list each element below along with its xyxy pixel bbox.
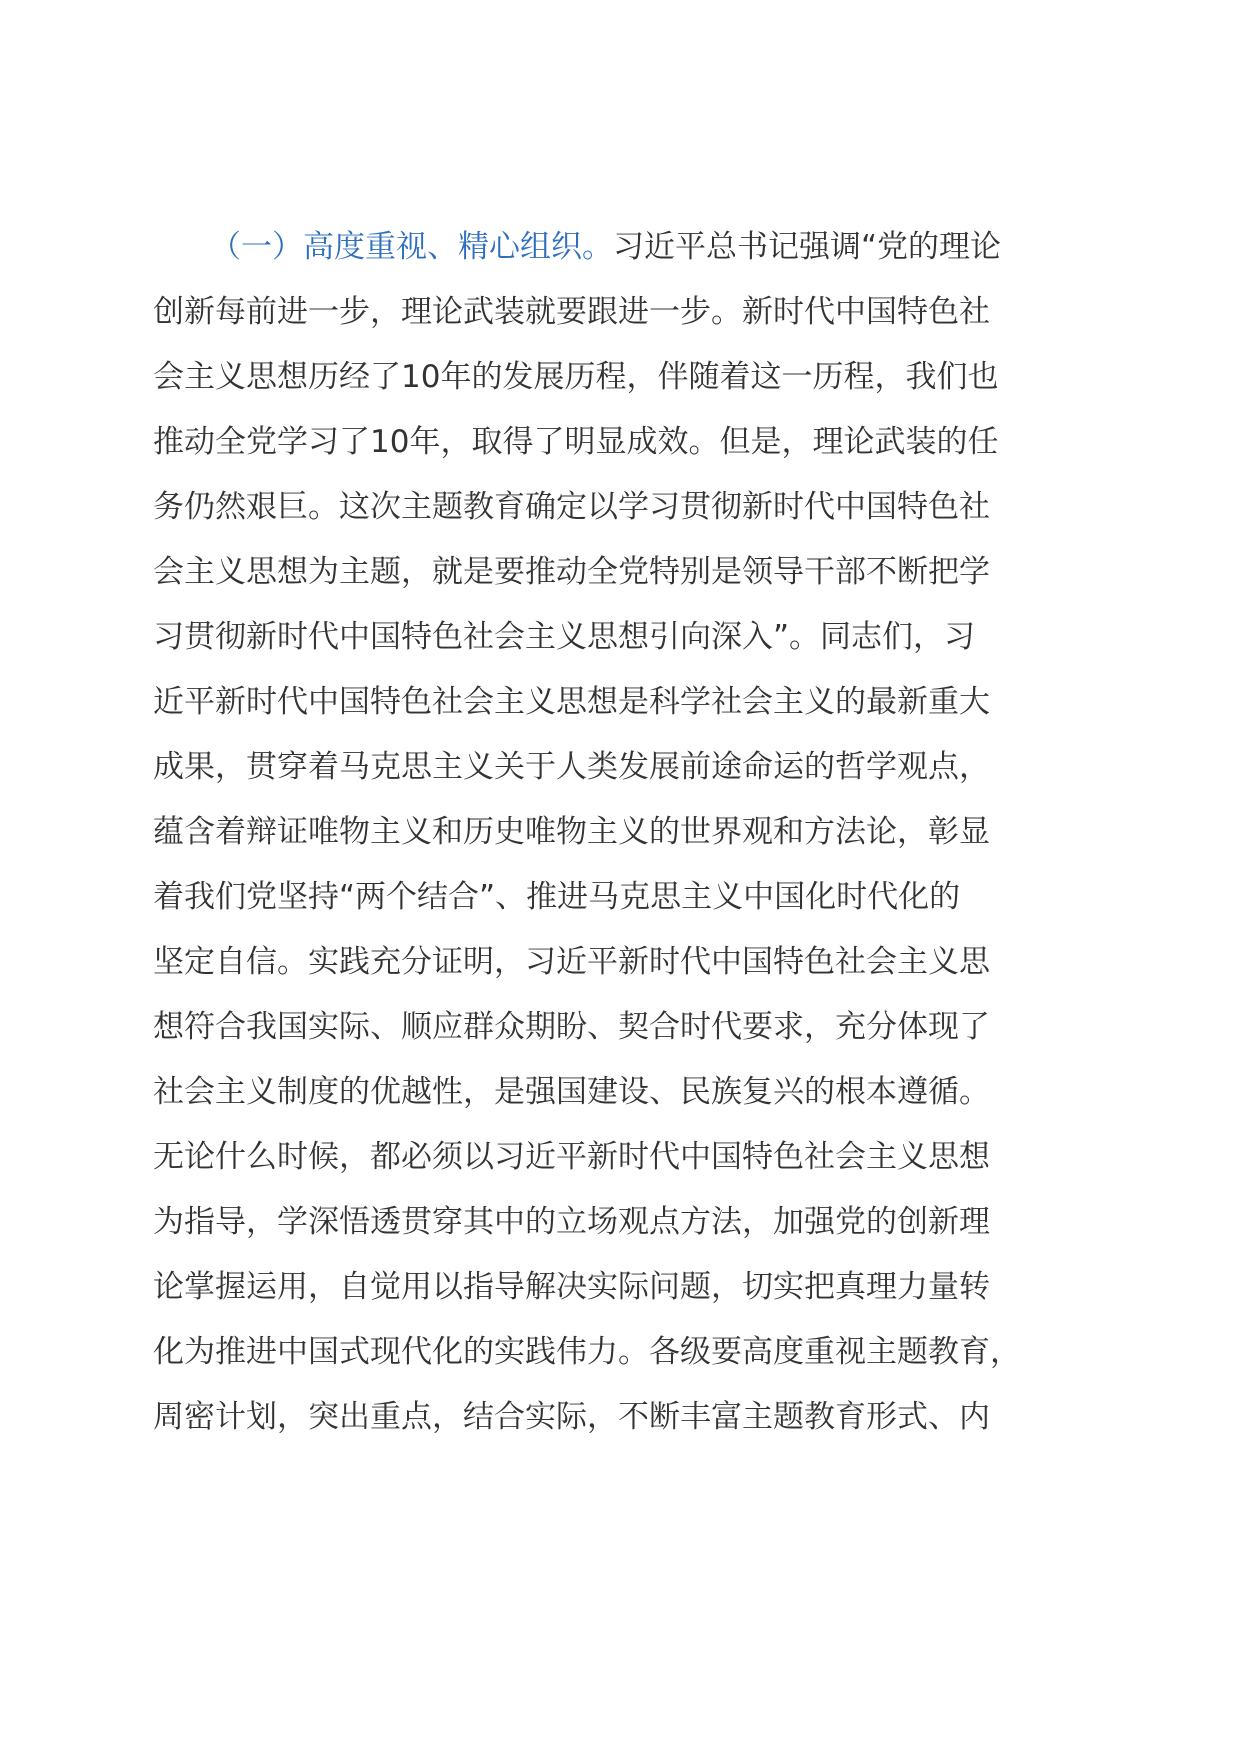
paragraph-line: 社会主义制度的优越性，是强国建设、民族复兴的根本遵循。	[153, 1074, 990, 1110]
paragraph-line: 无论什么时候，都必须以习近平新时代中国特色社会主义思想	[153, 1139, 990, 1175]
paragraph-line: 务仍然艰巨。这次主题教育确定以学习贯彻新时代中国特色社	[153, 489, 990, 525]
paragraph-line: 会主义思想为主题，就是要推动全党特别是领导干部不断把学	[153, 554, 990, 590]
paragraph-line: 想符合我国实际、顺应群众期盼、契合时代要求，充分体现了	[153, 1009, 990, 1045]
body-text: 习近平总书记强调“党的理论	[613, 229, 1002, 265]
paragraph-line: 蕴含着辩证唯物主义和历史唯物主义的世界观和方法论，彰显	[153, 814, 990, 850]
paragraph-line: 会主义思想历经了10年的发展历程，伴随着这一历程，我们也	[153, 359, 999, 395]
paragraph-line: 论掌握运用，自觉用以指导解决实际问题，切实把真理力量转	[153, 1269, 990, 1305]
paragraph-line: 成果，贯穿着马克思主义关于人类发展前途命运的哲学观点，	[153, 749, 990, 785]
paragraph-line: 着我们党坚持“两个结合”、推进马克思主义中国化时代化的	[153, 879, 961, 915]
paragraph-line: 推动全党学习了10年，取得了明显成效。但是，理论武装的任	[153, 424, 999, 460]
paragraph-line: 近平新时代中国特色社会主义思想是科学社会主义的最新重大	[153, 684, 990, 720]
paragraph-line: 创新每前进一步，理论武装就要跟进一步。新时代中国特色社	[153, 294, 990, 330]
paragraph-first-line	[153, 215, 1093, 280]
paragraph-line: 周密计划，突出重点，结合实际，不断丰富主题教育形式、内	[153, 1399, 990, 1435]
paragraph-line: 习贯彻新时代中国特色社会主义思想引向深入”。同志们，习	[153, 619, 976, 655]
body-paragraph	[153, 215, 1093, 1450]
paragraph-line: 坚定自信。实践充分证明，习近平新时代中国特色社会主义思	[153, 944, 990, 980]
paragraph-line: 化为推进中国式现代化的实践伟力。各级要高度重视主题教育，	[153, 1334, 1021, 1370]
section-heading: （一）高度重视、精心组织。	[210, 229, 613, 265]
paragraph-line: 为指导，学深悟透贯穿其中的立场观点方法，加强党的创新理	[153, 1204, 990, 1240]
